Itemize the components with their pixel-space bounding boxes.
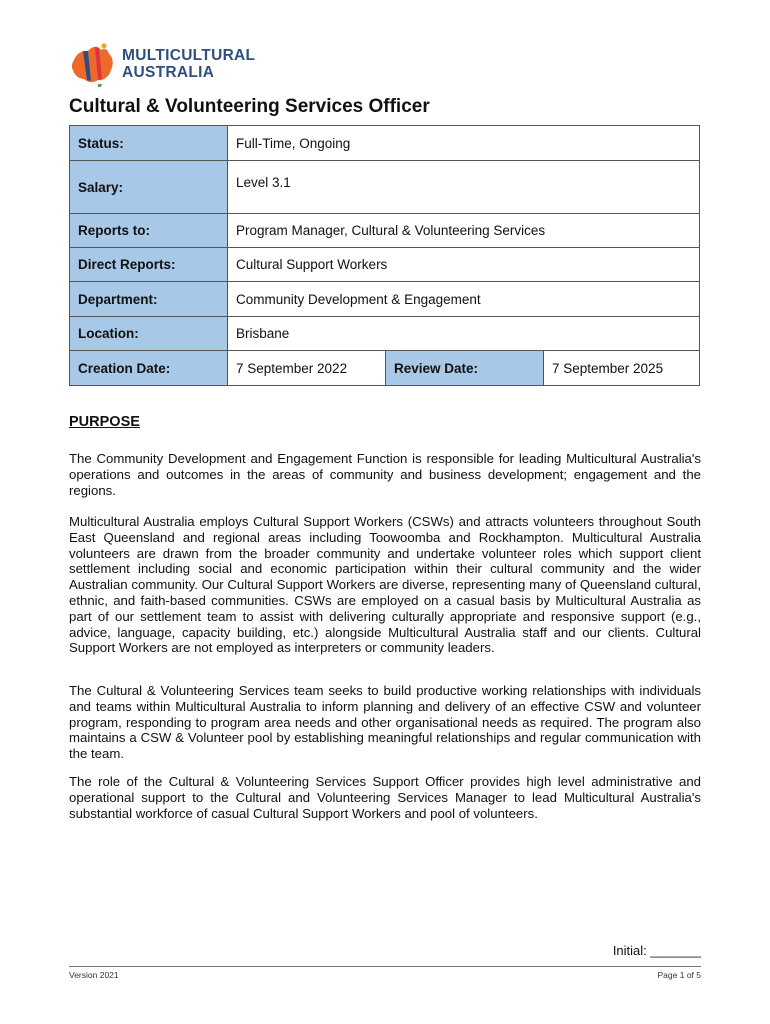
purpose-paragraph-1: The Community Development and Engagement Function is responsible for leading Multicultural Australia's operations and outcomes in the areas of community and business development; engagement and the regions. bbox=[69, 451, 701, 498]
review-date-value: 7 September 2025 bbox=[544, 351, 700, 386]
creation-date-label: Creation Date: bbox=[70, 351, 228, 386]
table-row bbox=[70, 282, 700, 317]
table-row bbox=[70, 351, 700, 386]
page-number: Page 1 of 5 bbox=[657, 970, 701, 980]
organisation-logo bbox=[68, 40, 255, 88]
logo-line2: AUSTRALIA bbox=[122, 64, 215, 81]
table-row bbox=[70, 248, 700, 282]
australia-map-logo-icon bbox=[68, 40, 118, 88]
status-value: Full-Time, Ongoing bbox=[228, 126, 700, 161]
review-date-label: Review Date: bbox=[386, 351, 544, 386]
direct-reports-label: Direct Reports: bbox=[70, 248, 228, 282]
reports-to-label: Reports to: bbox=[70, 214, 228, 248]
initial-field: Initial: _______ bbox=[612, 943, 701, 958]
table-row bbox=[70, 126, 700, 161]
direct-reports-value: Cultural Support Workers bbox=[228, 248, 700, 282]
department-value: Community Development & Engagement bbox=[228, 282, 700, 317]
location-value: Brisbane bbox=[228, 317, 700, 351]
table-row bbox=[70, 161, 700, 214]
reports-to-value: Program Manager, Cultural & Volunteering Services bbox=[228, 214, 700, 248]
purpose-paragraph-3: The Cultural & Volunteering Services team seeks to build productive working relationships with individuals and teams within Multicultural Australia to inform planning and delivery of an effective CSW and volunteer program, responding to program area needs and other organisational needs as required. The program also maintains a CSW & Volunteer pool by establishing meaningful relationships and regular communication with the team. bbox=[69, 683, 701, 762]
salary-value: Level 3.1 bbox=[228, 161, 700, 214]
location-label: Location: bbox=[70, 317, 228, 351]
version-label: Version 2021 bbox=[69, 970, 119, 980]
purpose-paragraph-4: The role of the Cultural & Volunteering Services Support Officer provides high level administrative and operational support to the Cultural and Volunteering Services Manager to lead Multicultural Australia's substantial workforce of casual Cultural Support Workers and pool of volunteers. bbox=[69, 774, 701, 821]
department-label: Department: bbox=[70, 282, 228, 317]
page-title: Cultural & Volunteering Services Officer bbox=[69, 96, 430, 117]
creation-date-value: 7 September 2022 bbox=[228, 351, 386, 386]
table-row bbox=[70, 317, 700, 351]
salary-label: Salary: bbox=[70, 161, 228, 214]
table-row bbox=[70, 214, 700, 248]
footer-divider bbox=[69, 966, 701, 967]
status-label: Status: bbox=[70, 126, 228, 161]
purpose-paragraph-2: Multicultural Australia employs Cultural Support Workers (CSWs) and attracts volunteers throughout South East Queensland and regional areas including Toowoomba and Rockhampton. Multicultural Australia volunteers are drawn from the broader community and undertake volunteer roles which support client settlement including social and economic participation within their cultural community and the wider Australian community. Our Cultural Support Workers are diverse, representing many of Queensland cultural, ethnic, and faith-based communities. CSWs are employed on a casual basis by Multicultural Australia as part of our settlement team to assist with delivering culturally appropriate and responsive support (e.g., advice, language, capacity building, etc.) alongside Multicultural Australia staff and our clients. Cultural Support Workers are not employed as interpreters or community leaders. bbox=[69, 514, 701, 656]
logo-wordmark bbox=[122, 47, 255, 81]
position-details-table bbox=[69, 125, 700, 386]
logo-line1: MULTICULTURAL bbox=[122, 47, 256, 64]
purpose-heading: PURPOSE bbox=[69, 414, 140, 430]
